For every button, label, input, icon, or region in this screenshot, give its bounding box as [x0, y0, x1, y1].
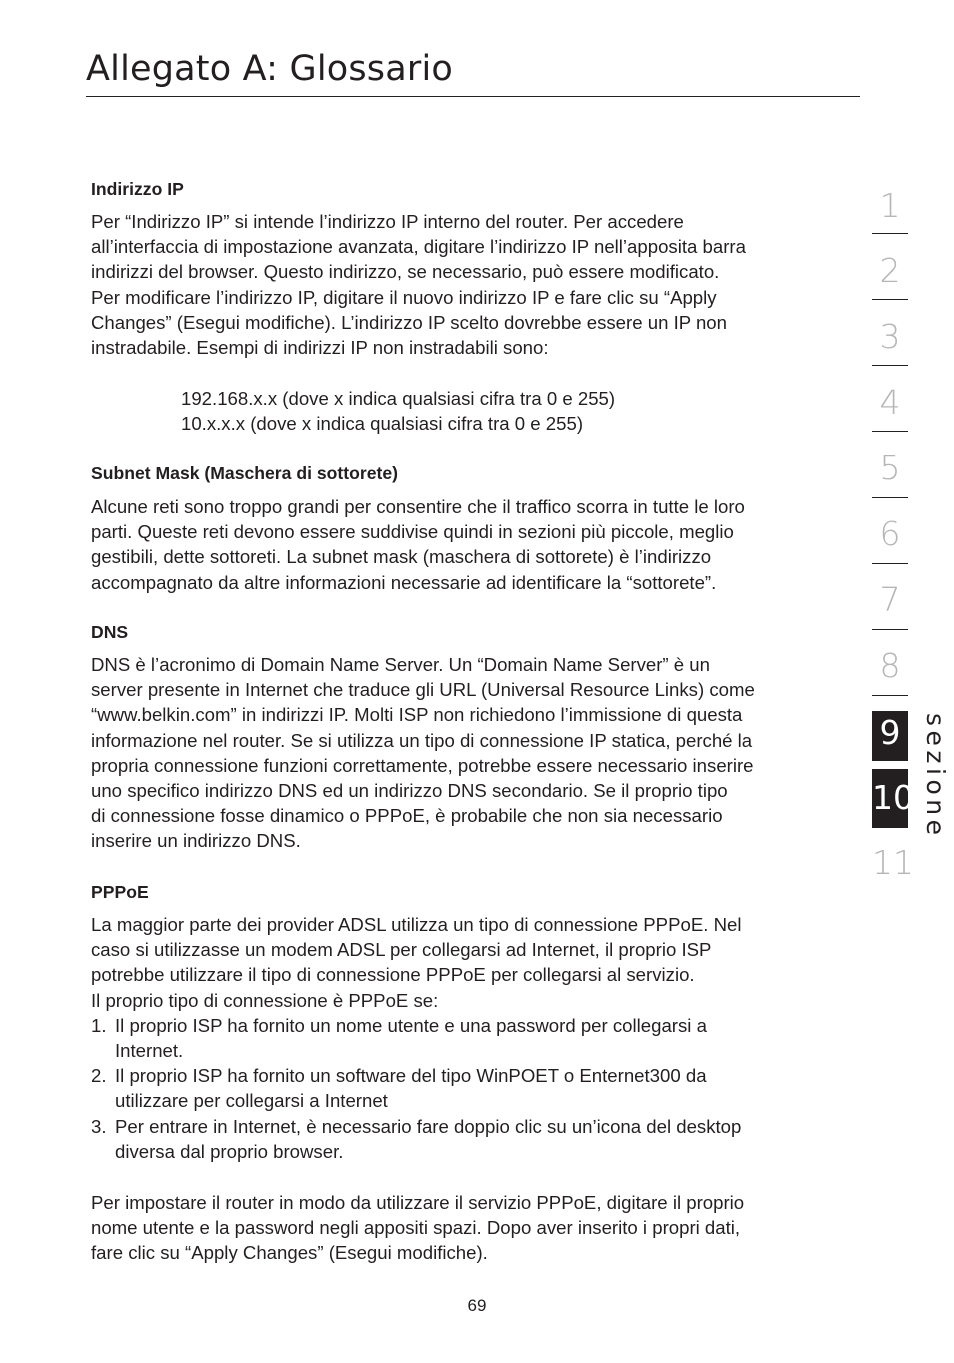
- text-line: Internet.: [115, 1040, 184, 1062]
- nav-divider: [872, 365, 908, 366]
- text-line: “www.belkin.com” in indirizzi IP. Molti ISP non richiedono l’immissione di questa: [91, 704, 743, 726]
- text-line: indirizzi del browser. Questo indirizzo, se necessario, può essere modificato.: [91, 261, 720, 283]
- list-number: 1.: [91, 1015, 107, 1036]
- section-heading-dns: DNS: [91, 622, 129, 642]
- section-tab-4[interactable]: 4: [879, 383, 901, 422]
- text-line: Per “Indirizzo IP” si intende l’indirizzo IP interno del router. Per accedere: [91, 211, 684, 232]
- nav-divider: [872, 629, 908, 630]
- text-line: Il proprio ISP ha fornito un software del tipo WinPOET o Enternet300 da: [115, 1065, 707, 1086]
- ip-paragraph: [91, 209, 861, 360]
- dns-paragraph: [91, 652, 861, 854]
- title-divider: [86, 96, 860, 97]
- text-line: fare clic su “Apply Changes” (Esegui modifiche).: [91, 1242, 488, 1264]
- text-line: Per entrare in Internet, è necessario fare doppio clic su un’icona del desktop: [115, 1116, 742, 1137]
- text-line: uno specifico indirizzo DNS ed un indirizzo DNS secondario. Se il proprio tipo: [91, 780, 728, 802]
- list-number: 2.: [91, 1065, 107, 1086]
- text-line: instradabile. Esempi di indirizzi IP non instradabili sono:: [91, 337, 549, 359]
- section-tab-3[interactable]: 3: [879, 317, 901, 356]
- text-line: parti. Queste reti devono essere suddivise quindi in sezioni più piccole, meglio: [91, 521, 734, 543]
- list-text: [115, 1013, 835, 1063]
- text-line: utilizzare per collegarsi a Internet: [115, 1090, 388, 1112]
- text-line: DNS è l’acronimo di Domain Name Server. Un “Domain Name Server” è un: [91, 654, 710, 675]
- text-line: Changes” (Esegui modifiche). L’indirizzo IP scelto dovrebbe essere un IP non: [91, 311, 727, 333]
- section-tab-2[interactable]: 2: [879, 251, 901, 290]
- text-line: di connessione fosse dinamico o PPPoE, è probabile che non sia necessario: [91, 805, 723, 827]
- text-line: informazione nel router. Se si utilizza un tipo di connessione IP statica, perché la: [91, 729, 753, 751]
- nav-divider: [872, 431, 908, 432]
- text-line: caso si utilizzasse un modem ADSL per collegarsi ad Internet, il proprio ISP: [91, 939, 712, 961]
- nav-divider: [872, 761, 908, 762]
- text-line: Il proprio ISP ha fornito un nome utente e una password per collegarsi a: [115, 1015, 707, 1036]
- text-line: La maggior parte dei provider ADSL utilizza un tipo di connessione PPPoE. Nel: [91, 914, 742, 935]
- section-tab-11[interactable]: 11: [872, 843, 914, 882]
- nav-divider: [872, 695, 908, 696]
- page-title: Allegato A: Glossario: [86, 49, 454, 89]
- section-tab-6[interactable]: 6: [879, 514, 901, 553]
- section-tab-8[interactable]: 8: [879, 646, 901, 685]
- text-line: diversa dal proprio browser.: [115, 1141, 344, 1163]
- list-text: [115, 1114, 835, 1164]
- text-line: inserire un indirizzo DNS.: [91, 830, 301, 852]
- section-tab-9-active[interactable]: 9: [872, 711, 908, 761]
- nav-divider: [872, 233, 908, 234]
- text-line: server presente in Internet che traduce gli URL (Universal Resource Links) come: [91, 679, 755, 701]
- section-tab-5[interactable]: 5: [879, 448, 901, 487]
- page-number: 69: [467, 1296, 487, 1315]
- text-line: accompagnato da altre informazioni necessarie ad identificare la “sottorete”.: [91, 571, 717, 593]
- pppoe-closing-paragraph: [91, 1190, 861, 1266]
- section-heading-subnet: Subnet Mask (Maschera di sottorete): [91, 463, 398, 483]
- section-heading-pppoe: PPPoE: [91, 882, 149, 902]
- section-heading-ip: Indirizzo IP: [91, 179, 184, 199]
- nav-divider: [872, 299, 908, 300]
- text-line: nome utente e la password negli appositi spazi. Dopo aver inserito i propri dati,: [91, 1217, 741, 1239]
- text-line: Per impostare il router in modo da utilizzare il servizio PPPoE, digitare il proprio: [91, 1192, 745, 1213]
- list-number: 3.: [91, 1116, 107, 1137]
- nav-divider: [872, 497, 908, 498]
- section-tab-7[interactable]: 7: [879, 580, 901, 619]
- text-line: Il proprio tipo di connessione è PPPoE se:: [91, 989, 439, 1011]
- section-label-text: sezione: [921, 713, 950, 840]
- nav-divider: [872, 563, 908, 564]
- text-line: Alcune reti sono troppo grandi per consentire che il traffico scorra in tutte le loro: [91, 496, 745, 517]
- list-text: [115, 1063, 835, 1113]
- section-tab-1[interactable]: 1: [879, 186, 901, 225]
- text-line: all’interfaccia di impostazione avanzata, digitare l’indirizzo IP nell’apposita barra: [91, 236, 746, 258]
- ip-example-1: 192.168.x.x (dove x indica qualsiasi cifra tra 0 e 255): [181, 388, 616, 409]
- text-line: Per modificare l’indirizzo IP, digitare il nuovo indirizzo IP e fare clic su “Apply: [91, 286, 717, 308]
- text-line: gestibili, dette sottoreti. La subnet mask (maschera di sottorete) è l’indirizzo: [91, 546, 712, 568]
- section-tab-10-active[interactable]: 10: [872, 769, 908, 828]
- pppoe-paragraph: [91, 912, 861, 1013]
- subnet-paragraph: [91, 494, 861, 595]
- text-line: propria connessione funzioni correttamente, potrebbe essere necessario inserire: [91, 754, 754, 776]
- section-label: [906, 713, 954, 840]
- text-line: potrebbe utilizzare il tipo di connessione PPPoE per collegarsi al servizio.: [91, 964, 695, 986]
- ip-example-2: 10.x.x.x (dove x indica qualsiasi cifra tra 0 e 255): [181, 413, 584, 434]
